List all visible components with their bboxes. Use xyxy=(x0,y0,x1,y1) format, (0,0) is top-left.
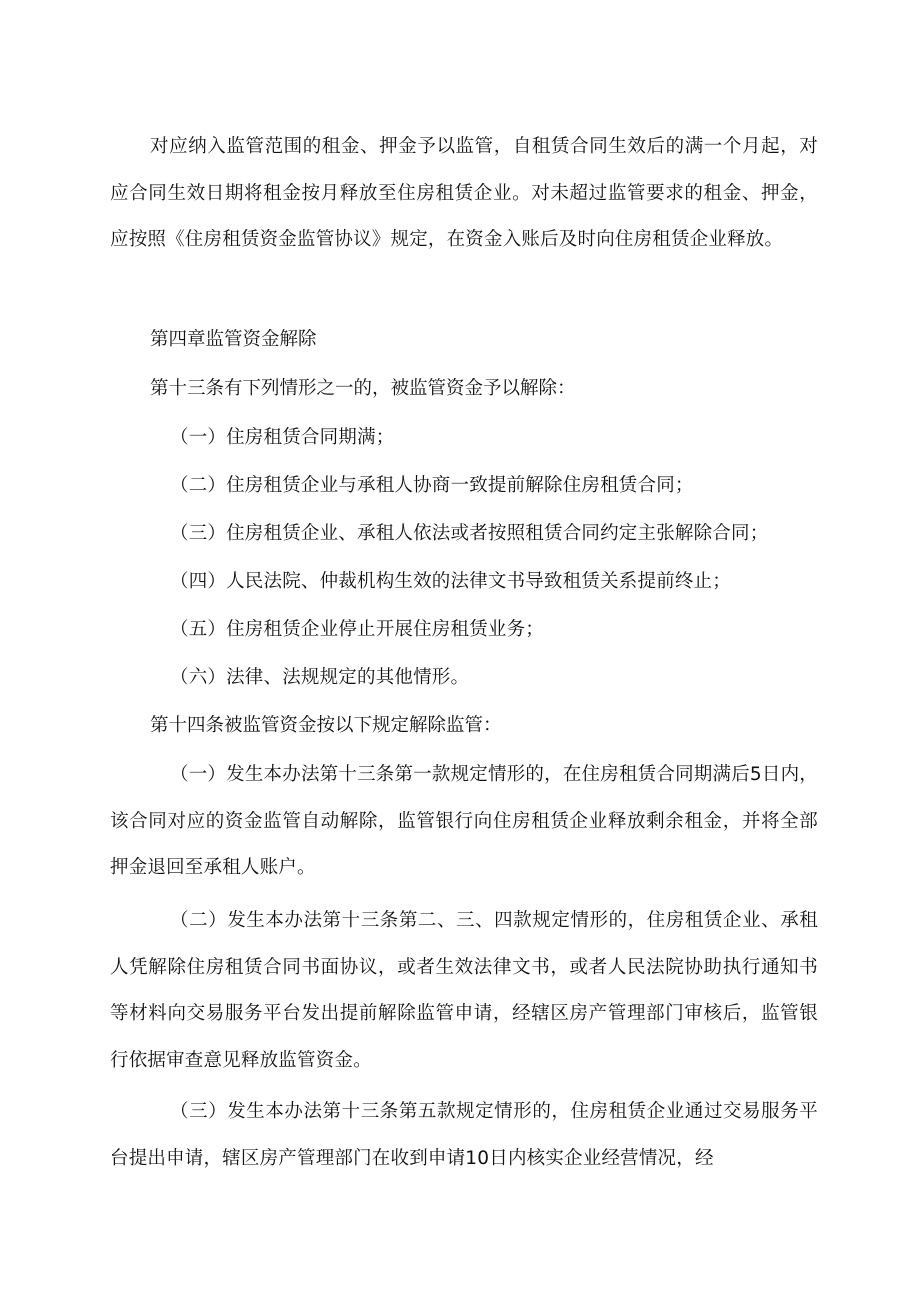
chapter-heading: 第四章监管资金解除 xyxy=(150,329,317,350)
article13-item-2: （二）住房租赁企业与承租人协商一致提前解除住房租赁合同； xyxy=(170,475,694,496)
article13-item-4: （四）人民法院、仲裁机构生效的法律文书导致租赁关系提前终止； xyxy=(170,571,732,592)
article14-clause-1: （一）发生本办法第十三条第一款规定情形的，在住房租赁合同期满后5日内，该合同对应的资金监管自动解除，监管银行向住房租赁企业释放剩余租金，并将全部押金退回至承租人账户。 xyxy=(110,764,818,878)
article14-clause-2: （二）发生本办法第十三条第二、三、四款规定情形的，住房租赁企业、承租人凭解除住房租赁合同书面协议，或者生效法律文书，或者人民法院协助执行通知书等材料向交易服务平台发出提前解除监管申请，经辖区房产管理部门审核后，监管银行依据审查意见释放监管资金。 xyxy=(110,910,818,1071)
paragraph-intro: 对应纳入监管范围的租金、押金予以监管，自租赁合同生效后的满一个月起，对应合同生效日期将租金按月释放至住房租赁企业。对未超过监管要求的租金、押金，应按照《住房租赁资金监管协议》规定，在资金入账后及时向住房租赁企业释放。 xyxy=(110,136,818,250)
article14-clause-3: （三）发生本办法第十三条第五款规定情形的，住房租赁企业通过交易服务平台提出申请，辖区房产管理部门在收到申请10日内核实企业经营情况，经 xyxy=(110,1101,818,1169)
article13-item-5: （五）住房租赁企业停止开展住房租赁业务； xyxy=(170,619,545,640)
article13-item-6: （六）法律、法规规定的其他情形。 xyxy=(170,667,470,688)
article14-heading: 第十四条被监管资金按以下规定解除监管： xyxy=(150,715,502,736)
article13-heading: 第十三条有下列情形之一的，被监管资金予以解除： xyxy=(150,378,576,399)
article13-item-1: （一）住房租赁合同期满； xyxy=(170,427,395,448)
article13-item-3: （三）住房租赁企业、承租人依法或者按照租赁合同约定主张解除合同； xyxy=(170,523,769,544)
